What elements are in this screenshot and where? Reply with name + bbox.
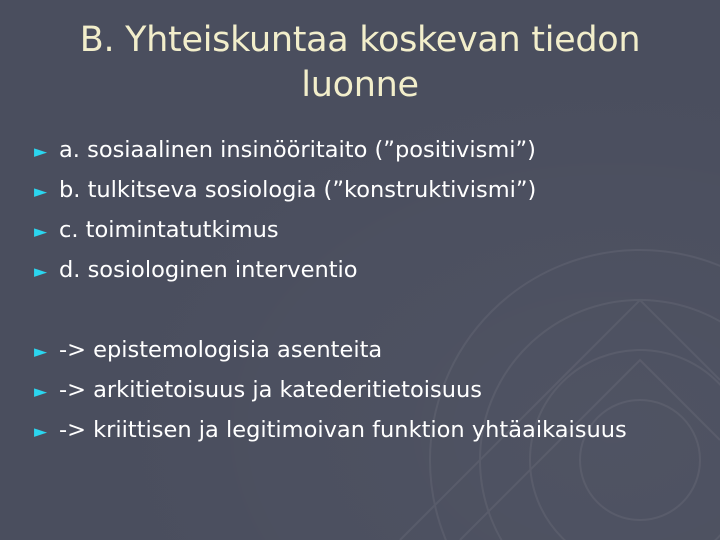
bullet-arrow-icon: ► <box>34 262 48 282</box>
bullet-arrow-icon: ► <box>34 382 48 402</box>
bullet-item <box>34 250 714 290</box>
bullet-item <box>34 210 714 250</box>
bullet-text: b. tulkitseva sosiologia (”konstruktivismi”) <box>59 177 537 203</box>
bullet-item <box>34 130 714 170</box>
bullet-text: -> arkitietoisuus ja katederitietoisuus <box>59 377 482 403</box>
bullet-item <box>34 410 714 450</box>
bullet-text: -> epistemologisia asenteita <box>59 337 383 363</box>
bullet-arrow-icon: ► <box>34 342 48 362</box>
bullet-text: -> kriittisen ja legitimoivan funktion yhtäaikaisuus <box>59 417 627 443</box>
bullet-list <box>34 130 714 450</box>
bullet-text: c. toimintatutkimus <box>59 217 279 243</box>
bullet-item <box>34 330 714 370</box>
bullet-text: a. sosiaalinen insinööritaito (”positivismi”) <box>59 137 536 163</box>
bullet-arrow-icon: ► <box>34 182 48 202</box>
bullet-text: d. sosiologinen interventio <box>59 257 358 283</box>
bullet-arrow-icon: ► <box>34 422 48 442</box>
bullet-arrow-icon: ► <box>34 222 48 242</box>
bullet-arrow-icon: ► <box>34 142 48 162</box>
bullet-item <box>34 170 714 210</box>
slide-title: B. Yhteiskuntaa koskevan tiedon luonne <box>79 20 641 105</box>
bullet-item <box>34 370 714 410</box>
